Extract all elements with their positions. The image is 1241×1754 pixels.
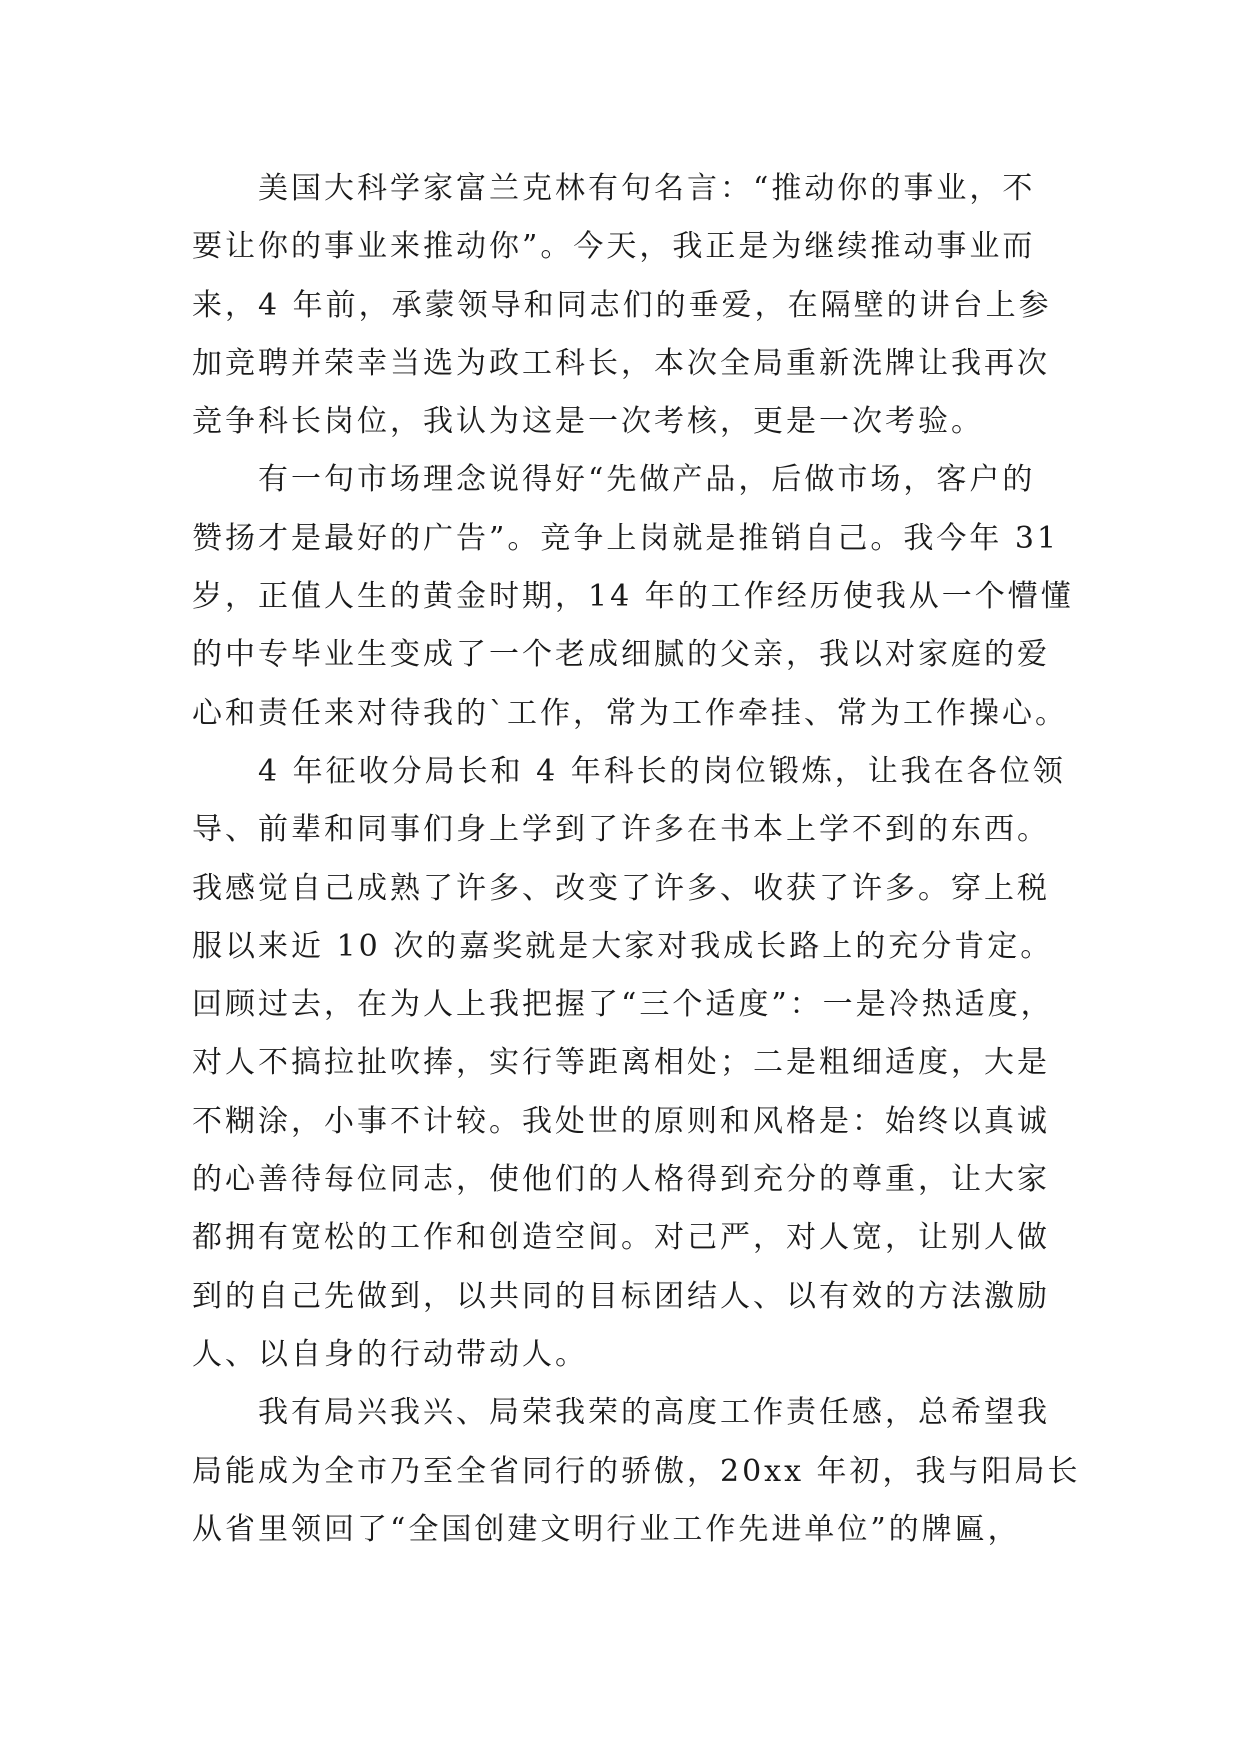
text-line: 来，4 年前，承蒙领导和同志们的垂爱，在隔壁的讲台上参 [192, 287, 1052, 323]
text-line: 服以来近 10 次的嘉奖就是大家对我成长路上的充分肯定。 [192, 928, 1054, 964]
text-line: 对人不搞拉扯吹捧，实行等距离相处；二是粗细适度，大是 [192, 1045, 1050, 1081]
text-line: 从省里领回了“全国创建文明行业工作先进单位”的牌匾， [192, 1511, 1021, 1547]
text-line: 我感觉自己成熟了许多、改变了许多、收获了许多。穿上税 [192, 870, 1050, 906]
text-line: 4 年征收分局长和 4 年科长的岗位锻炼，让我在各位领 [258, 753, 1066, 789]
text-line: 竞争科长岗位，我认为这是一次考核，更是一次考验。 [192, 404, 984, 440]
paragraph-3 [192, 743, 1072, 1384]
text-line: 回顾过去，在为人上我把握了“三个适度”：一是冷热适度， [192, 987, 1054, 1023]
text-line: 到的自己先做到，以共同的目标团结人、以有效的方法激励 [192, 1278, 1050, 1314]
text-line: 都拥有宽松的工作和创造空间。对己严，对人宽，让别人做 [192, 1220, 1050, 1256]
text-line: 有一句市场理念说得好“先做产品，后做市场，客户的 [258, 462, 1036, 498]
text-line: 我有局兴我兴、局荣我荣的高度工作责任感，总希望我 [258, 1395, 1050, 1431]
text-line: 不糊涂，小事不计较。我处世的原则和风格是：始终以真诚 [192, 1103, 1050, 1139]
text-line: 要让你的事业来推动你”。今天，我正是为继续推动事业而 [192, 229, 1036, 265]
paragraph-2 [192, 451, 1072, 742]
text-line: 的心善待每位同志，使他们的人格得到充分的尊重，让大家 [192, 1162, 1050, 1198]
text-line: 心和责任来对待我的`工作，常为工作牵挂、常为工作操心。 [192, 695, 1068, 731]
text-line: 的中专毕业生变成了一个老成细腻的父亲，我以对家庭的爱 [192, 637, 1050, 673]
text-line: 加竞聘并荣幸当选为政工科长，本次全局重新洗牌让我再次 [192, 345, 1050, 381]
text-line: 人、以自身的行动带动人。 [192, 1336, 588, 1372]
document-body [192, 160, 1081, 1559]
paragraph-4 [192, 1384, 1081, 1559]
paragraph-1 [192, 160, 1072, 451]
text-line: 赞扬才是最好的广告”。竞争上岗就是推销自己。我今年 31 [192, 520, 1060, 556]
text-line: 美国大科学家富兰克林有句名言：“推动你的事业，不 [258, 171, 1036, 206]
text-line: 岁，正值人生的黄金时期，14 年的工作经历使我从一个懵懂 [192, 579, 1074, 615]
text-line: 导、前辈和同事们身上学到了许多在书本上学不到的东西。 [192, 812, 1050, 848]
text-line: 局能成为全市乃至全省同行的骄傲，20xx 年初，我与阳局长 [192, 1453, 1081, 1489]
